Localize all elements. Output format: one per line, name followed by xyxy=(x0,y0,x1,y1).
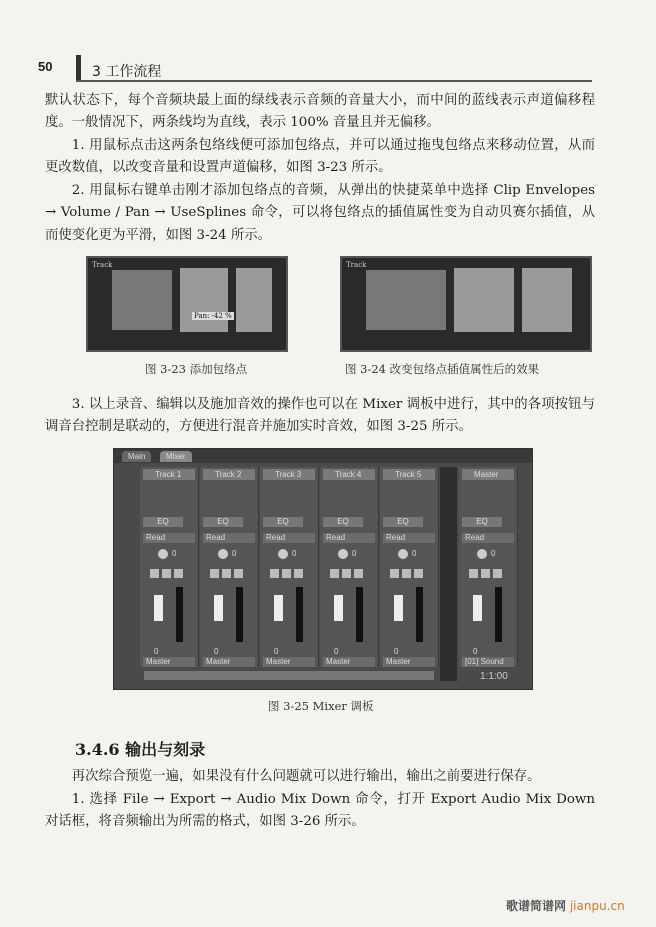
pan-value: 0 xyxy=(172,549,177,558)
output-select[interactable]: Master xyxy=(263,657,315,667)
mute-solo-record-buttons[interactable] xyxy=(210,569,246,580)
waveform xyxy=(522,268,572,332)
mute-solo-record-buttons[interactable] xyxy=(469,569,505,580)
volume-value: 0 xyxy=(334,647,339,656)
section-paragraph-1: 再次综合预览一遍，如果没有什么问题就可以进行输出，输出之前要进行保存。 xyxy=(71,769,541,784)
paragraph-step-1: 1. 用鼠标点击这两条包络线便可添加包络点，并可以通过拖曳包络点来移动位置，从而更改数值，以改变音量和设置声道偏移，如图 3-23 所示。 xyxy=(45,138,595,176)
automation-mode-select[interactable]: Read xyxy=(323,533,375,543)
mute-solo-record-buttons[interactable] xyxy=(330,569,366,580)
pan-value: 0 xyxy=(412,549,417,558)
channel-strip xyxy=(459,467,518,667)
volume-value: 0 xyxy=(394,647,399,656)
track-name[interactable]: Track 1 xyxy=(143,469,195,480)
output-select[interactable]: Master xyxy=(383,657,435,667)
paragraph-step-2: 2. 用鼠标右键单击刚才添加包络点的音频，从弹出的快捷菜单中选择 Clip Envelopes → Volume / Pan → UseSplines 命令，可以将包络点的插值属性变为自动贝赛尔插值，从而使变化更为平滑，如图 3-24 所示。 xyxy=(45,183,595,243)
eq-button[interactable]: EQ xyxy=(203,517,243,527)
waveform xyxy=(454,268,514,332)
volume-fader[interactable] xyxy=(394,595,403,621)
mute-solo-record-buttons[interactable] xyxy=(150,569,186,580)
paragraph-intro: 默认状态下，每个音频块最上面的绿线表示音频的音量大小，而中间的蓝线表示声道偏移程度。一般情况下，两条线均为直线，表示 100% 音量且并无偏移。 xyxy=(45,93,595,131)
volume-fader[interactable] xyxy=(473,595,482,621)
track-name[interactable]: Track 3 xyxy=(263,469,315,480)
pan-value: 0 xyxy=(491,549,496,558)
paragraph-step-3: 3. 以上录音、编辑以及施加音效的操作也可以在 Mixer 调板中进行，其中的各项按钮与调音台控制是联动的，方便进行混音并施加实时音效，如图 3-25 所示。 xyxy=(45,397,595,435)
output-select[interactable]: Master xyxy=(203,657,255,667)
waveform xyxy=(366,270,446,330)
eq-button[interactable]: EQ xyxy=(323,517,363,527)
channel-strip xyxy=(200,467,259,667)
watermark-en: jianpu.cn xyxy=(569,899,625,913)
eq-button[interactable]: EQ xyxy=(462,517,502,527)
figure-3-24-image xyxy=(340,256,592,352)
pan-knob[interactable] xyxy=(398,549,408,559)
mute-solo-record-buttons[interactable] xyxy=(390,569,426,580)
level-meter xyxy=(296,587,303,642)
pan-knob[interactable] xyxy=(278,549,288,559)
level-meter xyxy=(495,587,502,642)
automation-mode-select[interactable]: Read xyxy=(462,533,514,543)
mixer-divider xyxy=(440,467,457,681)
pan-knob[interactable] xyxy=(218,549,228,559)
track-name[interactable]: Track 4 xyxy=(323,469,375,480)
automation-mode-select[interactable]: Read xyxy=(143,533,195,543)
channel-strip xyxy=(380,467,439,667)
eq-button[interactable]: EQ xyxy=(263,517,303,527)
figure-3-25-caption: 图 3-25 Mixer 调板 xyxy=(268,699,374,713)
volume-fader[interactable] xyxy=(334,595,343,621)
track-name[interactable]: Master xyxy=(462,469,514,480)
time-display: 1:1:00 xyxy=(480,671,508,682)
eq-button[interactable]: EQ xyxy=(143,517,183,527)
output-select[interactable]: [01] Sound xyxy=(462,657,514,667)
clip-label: Track xyxy=(92,261,113,269)
section-heading: 3.4.6 输出与刻录 xyxy=(75,740,206,759)
tab-main[interactable]: Main xyxy=(122,451,151,462)
automation-mode-select[interactable]: Read xyxy=(383,533,435,543)
level-meter xyxy=(236,587,243,642)
pan-tooltip: Pan: -42 % xyxy=(194,312,232,320)
volume-fader[interactable] xyxy=(154,595,163,621)
header-bar xyxy=(76,55,81,82)
level-meter xyxy=(416,587,423,642)
waveform xyxy=(112,270,172,330)
track-name[interactable]: Track 2 xyxy=(203,469,255,480)
channel-strip xyxy=(320,467,379,667)
waveform xyxy=(236,268,272,332)
volume-fader[interactable] xyxy=(214,595,223,621)
eq-button[interactable]: EQ xyxy=(383,517,423,527)
output-select[interactable]: Master xyxy=(323,657,375,667)
volume-value: 0 xyxy=(214,647,219,656)
figure-3-23-caption: 图 3-23 添加包络点 xyxy=(145,362,248,376)
pan-knob[interactable] xyxy=(158,549,168,559)
mixer-panel xyxy=(113,448,533,690)
level-meter xyxy=(356,587,363,642)
figure-3-24-caption: 图 3-24 改变包络点插值属性后的效果 xyxy=(345,362,540,376)
output-select[interactable]: Master xyxy=(143,657,195,667)
chapter-title: 3 工作流程 xyxy=(92,64,162,80)
pan-knob[interactable] xyxy=(477,549,487,559)
mute-solo-record-buttons[interactable] xyxy=(270,569,306,580)
watermark xyxy=(506,897,625,914)
horizontal-scrollbar[interactable] xyxy=(144,671,434,680)
figure-3-23-image xyxy=(86,256,288,352)
watermark-cn: 歌谱简谱网 xyxy=(506,899,567,913)
waveform xyxy=(180,268,228,332)
pan-knob[interactable] xyxy=(338,549,348,559)
pan-value: 0 xyxy=(352,549,357,558)
volume-fader[interactable] xyxy=(274,595,283,621)
channel-strip xyxy=(140,467,199,667)
channel-strip xyxy=(260,467,319,667)
level-meter xyxy=(176,587,183,642)
track-name[interactable]: Track 5 xyxy=(383,469,435,480)
volume-value: 0 xyxy=(473,647,478,656)
section-paragraph-2: 1. 选择 File → Export → Audio Mix Down 命令，打开 Export Audio Mix Down 对话框，将音频输出为所需的格式，如图 3-26 所示。 xyxy=(45,792,595,830)
page-number: 50 xyxy=(38,59,53,74)
pan-value: 0 xyxy=(232,549,237,558)
automation-mode-select[interactable]: Read xyxy=(203,533,255,543)
volume-value: 0 xyxy=(154,647,159,656)
tab-mixer[interactable]: Mixer xyxy=(160,451,192,462)
pan-value: 0 xyxy=(292,549,297,558)
clip-label: Track xyxy=(346,261,367,269)
volume-value: 0 xyxy=(274,647,279,656)
automation-mode-select[interactable]: Read xyxy=(263,533,315,543)
mixer-tabs xyxy=(114,449,532,463)
